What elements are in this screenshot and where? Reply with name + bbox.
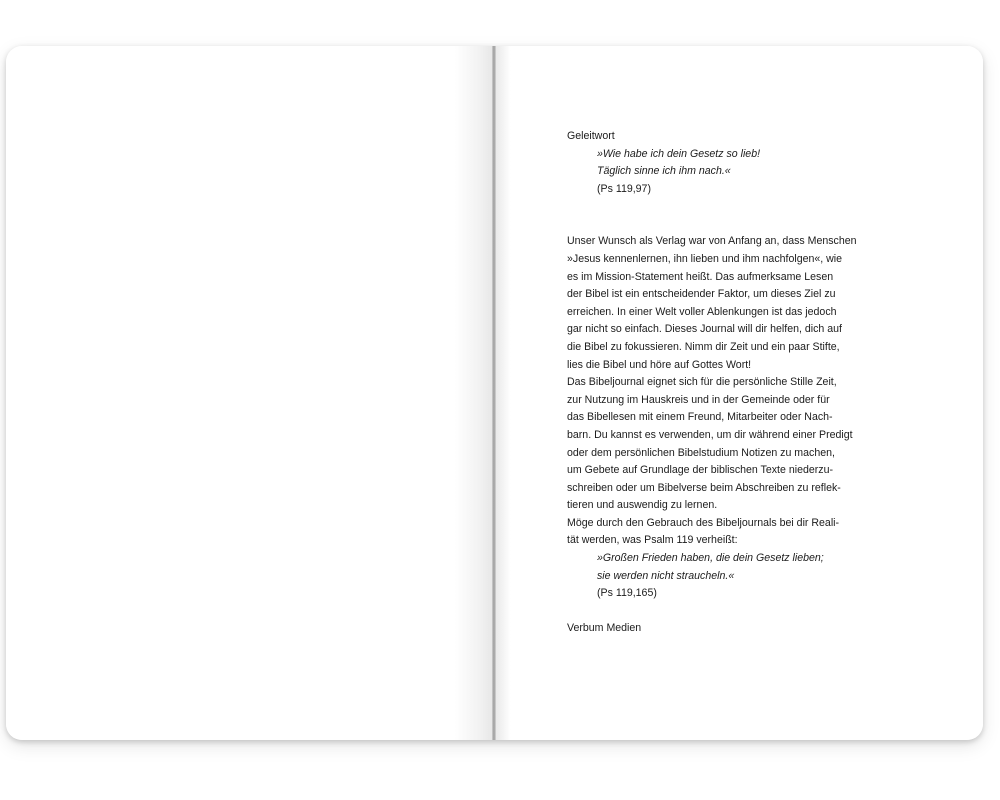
text-line: der Bibel ist ein entscheidender Faktor, um dieses Ziel zu — [567, 288, 836, 301]
quote-line: »Großen Frieden haben, die dein Gesetz lieben; — [597, 552, 824, 565]
text-line: das Bibellesen mit einem Freund, Mitarbeiter oder Nach- — [567, 411, 833, 424]
text-line: um Gebete auf Grundlage der biblischen Texte niederzu- — [567, 464, 833, 477]
paragraph-2 — [567, 374, 887, 515]
text-line: oder dem persönlichen Bibelstudium Notizen zu machen, — [567, 446, 835, 459]
page-heading: Geleitwort — [567, 130, 615, 142]
text-line: gar nicht so einfach. Dieses Journal will dir helfen, dich auf — [567, 323, 842, 336]
opening-quote — [597, 146, 887, 199]
quote-reference: (Ps 119,165) — [597, 587, 657, 600]
text-line: erreichen. In einer Welt voller Ablenkungen ist das jedoch — [567, 305, 837, 318]
quote-line: Täglich sinne ich ihm nach.« — [597, 165, 731, 178]
closing-quote — [597, 550, 887, 603]
left-page — [6, 46, 494, 740]
text-line: die Bibel zu fokussieren. Nimm dir Zeit und ein paar Stifte, — [567, 340, 840, 353]
text-line: Unser Wunsch als Verlag war von Anfang an, dass Menschen — [567, 235, 857, 248]
text-line: lies die Bibel und höre auf Gottes Wort! — [567, 358, 752, 371]
text-line: Möge durch den Gebrauch des Bibeljournals bei dir Reali- — [567, 516, 840, 529]
text-line: tät werden, was Psalm 119 verheißt: — [567, 534, 738, 547]
text-line: schreiben oder um Bibelverse beim Abschreiben zu reflek- — [567, 481, 841, 494]
text-line: Das Bibeljournal eignet sich für die persönliche Stille Zeit, — [567, 376, 837, 389]
text-line: es im Mission-Statement heißt. Das aufmerksame Lesen — [567, 270, 834, 283]
quote-line: sie werden nicht straucheln.« — [597, 569, 735, 582]
quote-reference: (Ps 119,97) — [597, 182, 651, 195]
quote-line: »Wie habe ich dein Gesetz so lieb! — [597, 147, 761, 160]
text-line: »Jesus kennenlernen, ihn lieben und ihm nachfolgen«, wie — [567, 252, 843, 265]
signature: Verbum Medien — [567, 622, 642, 635]
paragraph-3 — [567, 515, 887, 550]
text-line: barn. Du kannst es verwenden, um dir während einer Predigt — [567, 428, 853, 441]
text-line: tieren und auswendig zu lernen. — [567, 499, 718, 512]
paragraph-1 — [567, 233, 887, 374]
right-page-text — [567, 128, 887, 638]
text-line: zur Nutzung im Hauskreis und in der Gemeinde oder für — [567, 393, 830, 406]
